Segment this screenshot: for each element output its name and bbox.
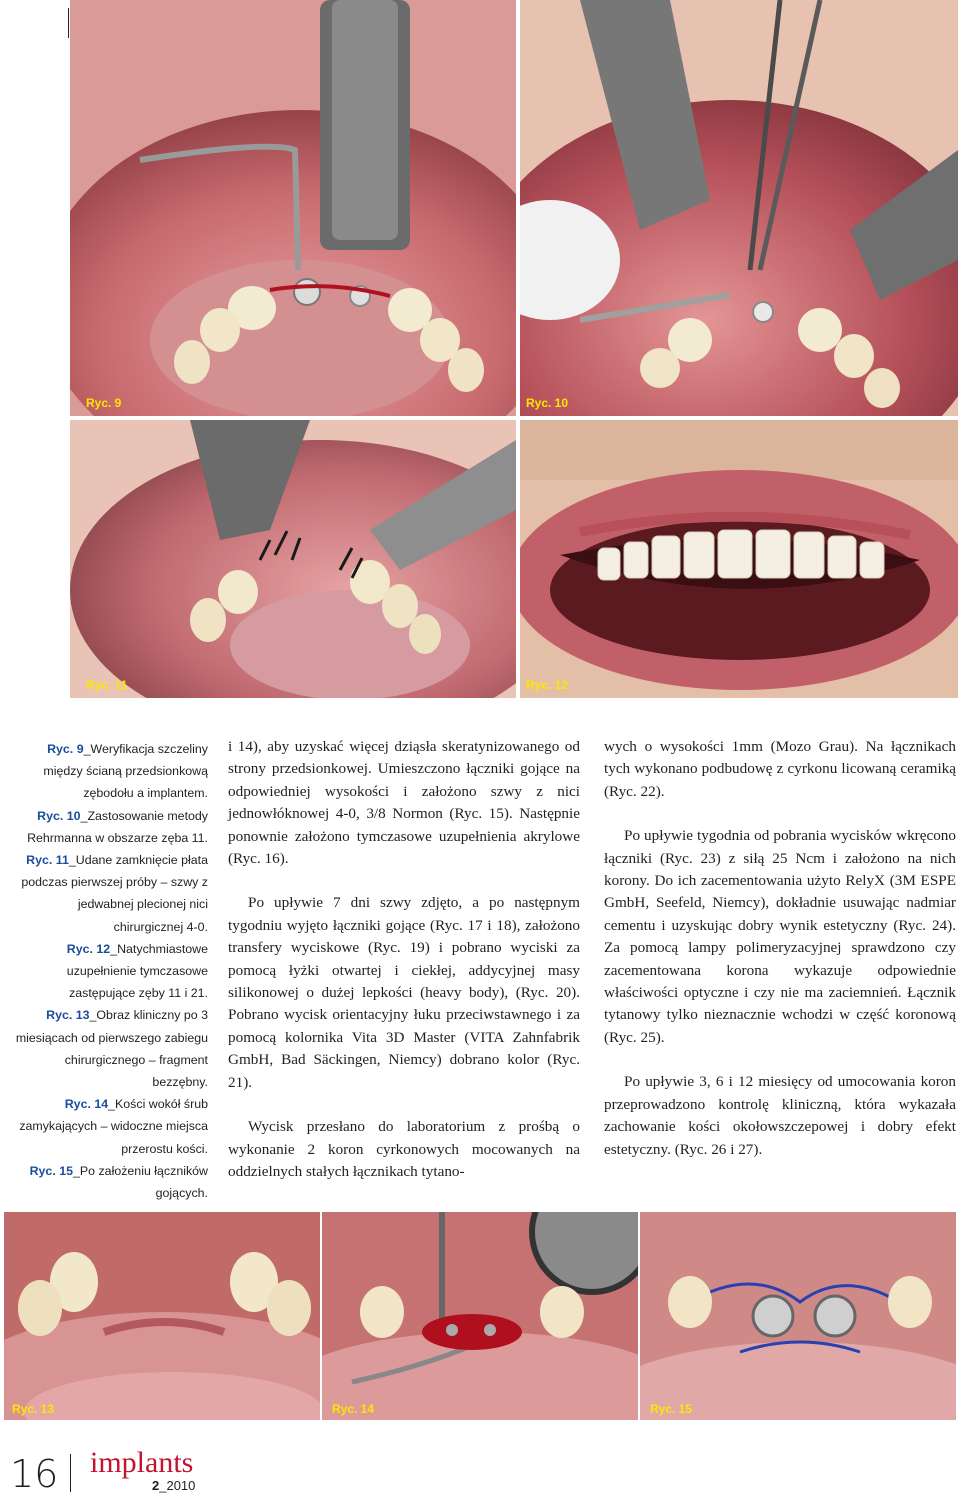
figure-caption: [10, 1004, 208, 1093]
paragraph: wych o wysokości 1mm (Mozo Grau). Na łącznikach tych wykonano podbudowę z cyrkonu licowaną ceramiką (Ryc. 22).: [604, 738, 956, 800]
figure-label: Ryc. 14: [332, 1402, 375, 1416]
figure-caption: [10, 849, 208, 938]
paragraph: i 14), aby uzyskać więcej dziąsła skeratynizowanego od strony przedsionkowej. Umieszczono łączniki gojące na odpowiedniej wysokości i założono szwy z nici jednowłóknowej 4-0, 3/8 Normon (Ryc. 15). Następnie ponownie założono tymczasowe uzupełnienia akrylowe (Ryc. 16).: [228, 738, 580, 868]
figure-caption: [10, 738, 208, 805]
caption-number: Ryc. 11: [26, 853, 69, 868]
photo-ryc-12: [520, 420, 958, 698]
caption-number: Ryc. 15: [29, 1163, 73, 1178]
header-rule: [68, 8, 69, 38]
figure-caption: [10, 1093, 208, 1160]
issue-year: _2010: [159, 1478, 196, 1493]
figure-label: Ryc. 12: [526, 678, 569, 692]
photo-ryc-15: [640, 1212, 956, 1420]
figure-captions: [10, 738, 208, 1204]
caption-number: Ryc. 10: [37, 808, 81, 823]
caption-number: Ryc. 12: [66, 941, 111, 956]
photo-ryc-11: [70, 420, 516, 698]
figure-label: Ryc. 11: [86, 678, 128, 692]
caption-number: Ryc. 14: [64, 1097, 109, 1112]
paragraph: Po upływie 7 dni szwy zdjęto, a po następnym tygodniu wyjęto łączniki gojące (Ryc. 17 i 18), założono transfery wyciskowe (Ryc. 19) i pobrano wyciski za pomocą łyżki otwartej i ciekłej, addycyjnej masy silikonowej o dużej lepkości (heavy body), (Ryc. 20). Pobrano wycisk orientacyjny łuku przeciwstawnego i za pomocą kolornika Vita 3D Master (VITA Zahnfabrik GmbH, Bad Säckingen, Niemcy) dobrano kolor (Ryc. 21).: [228, 894, 580, 1091]
paragraph: Po upływie 3, 6 i 12 miesięcy od umocowania koron przeprowadzono kontrolę kliniczną, która wykazała zachowanie kości okołowszczepowej i dobry efekt estetyczny. (Ryc. 26 i 27).: [604, 1073, 956, 1158]
caption-number: Ryc. 13: [46, 1008, 90, 1023]
photo-ryc-10: [520, 0, 958, 416]
caption-text: _Natychmiastowe uzupełnienie tymczasowe zastępujące zęby 11 i 21.: [66, 941, 208, 1001]
page-footer: [0, 1440, 960, 1496]
figure-label: Ryc. 9: [86, 396, 122, 410]
caption-text: _Zastosowanie metody Rehrmanna w obszarze zęba 11.: [27, 808, 208, 845]
body-column-1: [228, 736, 580, 1205]
footer-rule: [70, 1454, 71, 1492]
figure-caption: [10, 1160, 208, 1204]
paragraph: Wycisk przesłano do laboratorium z prośbą o wykonanie 2 koron cyrkonowych mocowanych na oddzielnych stałych łącznikach tytano-: [228, 1118, 580, 1180]
figure-caption: [10, 938, 208, 1005]
photo-ryc-9: [70, 0, 516, 416]
issue-number: [152, 1478, 195, 1493]
page-number: 16: [10, 1452, 59, 1496]
caption-text: _Weryfikacja szczeliny między ścianą przedsionkową zębodołu a implantem.: [43, 742, 208, 801]
magazine-logo: implants: [90, 1446, 194, 1479]
caption-text: _Kości wokół śrub zamykających – widoczne miejsca przerostu kości.: [19, 1097, 208, 1156]
caption-text: _Obraz kliniczny po 3 miesiącach od pierwszego zabiegu chirurgicznego – fragment bezzębny.: [15, 1008, 208, 1090]
issue-num: 2: [152, 1478, 160, 1493]
caption-text: _Po założeniu łączników gojących.: [73, 1163, 208, 1201]
figure-caption: [10, 805, 208, 849]
caption-text: _Udane zamknięcie płata podczas pierwszej próby – szwy z jedwabnej plecionej nici chirurgicznej 4-0.: [21, 853, 208, 934]
figure-label: Ryc. 15: [650, 1402, 693, 1416]
figure-label: Ryc. 13: [12, 1402, 55, 1416]
figure-label: Ryc. 10: [526, 396, 569, 410]
caption-number: Ryc. 9: [47, 742, 84, 756]
body-column-2: [604, 736, 956, 1183]
photo-ryc-13: [4, 1212, 320, 1420]
photo-ryc-14: [322, 1212, 638, 1420]
paragraph: Po upływie tygodnia od pobrania wycisków wkręcono łączniki (Ryc. 23) z siłą 25 Ncm i założono na nich korony. Do ich zacementowania użyto RelyX (3M ESPE GmbH, Seefeld, Niemcy), dokładnie usuwając nadmiar cementu i uzyskując dobry wynik estetyczny (Ryc. 24). Za pomocą lampy polimeryzacyjnej sprawdzono czy zacementowana korona wykazuje odpowiednie właściwości optyczne i czy nie ma zaciemnień. Łącznik tytanowy tylko nieznacznie wchodzi w część koronową (Ryc. 25).: [604, 827, 956, 1046]
